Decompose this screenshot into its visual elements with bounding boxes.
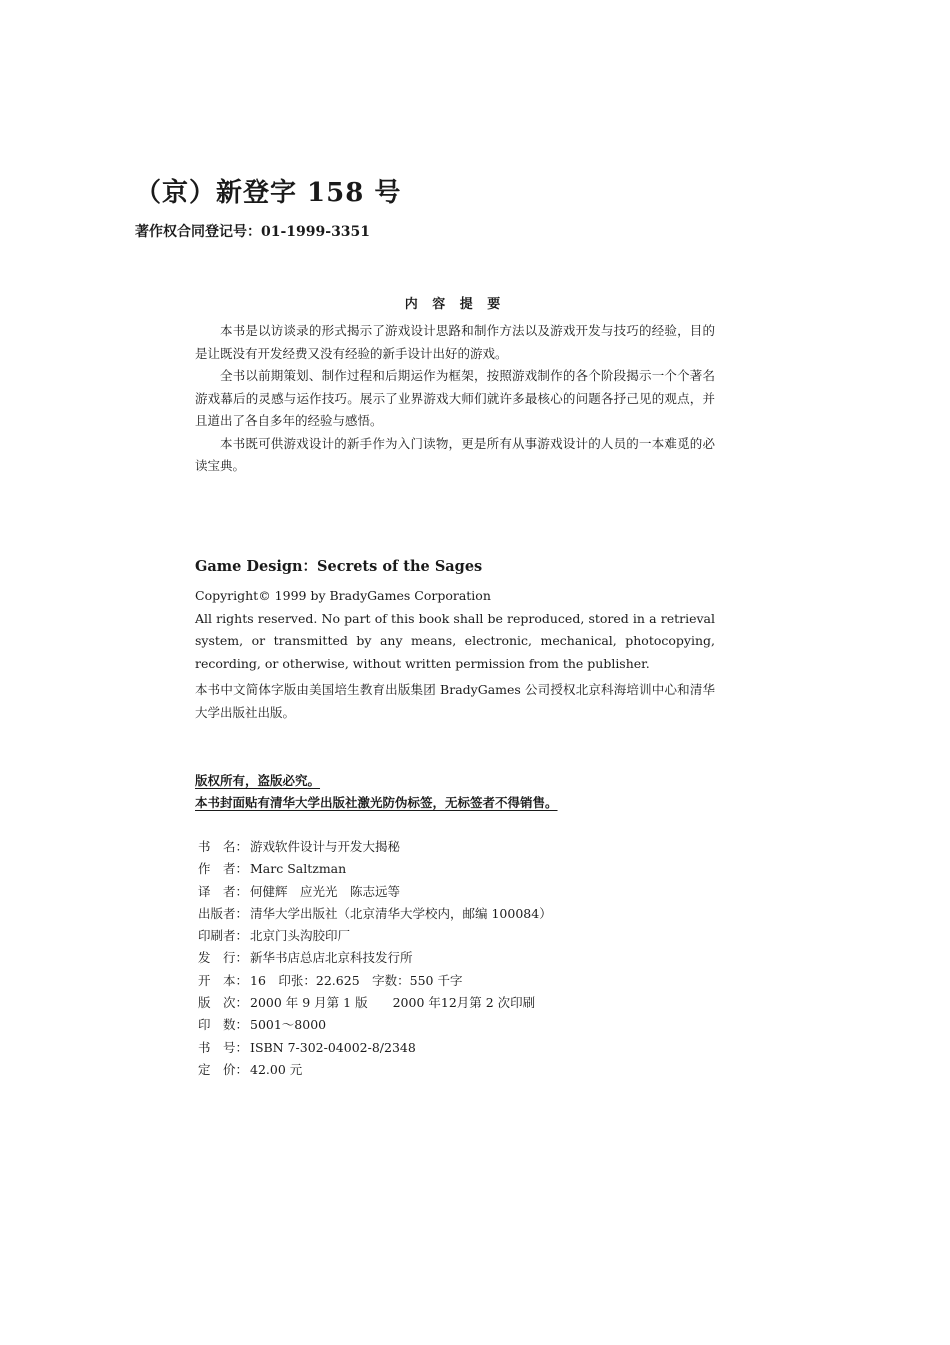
colophon-value: 何健辉 应光光 陈志远等 [250, 883, 401, 899]
colophon-row-translator [198, 881, 552, 903]
colophon-value: 北京门头沟胶印厂 [250, 928, 351, 944]
colophon-label: 开 本： [198, 972, 249, 988]
colophon-label: 发 行： [198, 950, 249, 966]
colophon-label: 版 次： [198, 995, 249, 1011]
colophon-row-print-run [198, 1014, 552, 1036]
colophon-row-distributor [198, 947, 552, 969]
colophon-row-title [198, 836, 552, 858]
summary-paragraph: 本书既可供游戏设计的新手作为入门读物，更是所有从事游戏设计的人员的一本难觅的必读宝典。 [195, 435, 715, 473]
original-copyright-block [195, 585, 715, 724]
summary-paragraph: 本书是以访谈录的形式揭示了游戏设计思路和制作方法以及游戏开发与技巧的经验，目的是让既没有开发经费又没有经验的新手设计出好的游戏。 [195, 323, 715, 361]
colophon-value: 16 印张：22.625 字数：550 千字 [250, 972, 463, 988]
colophon-label: 书 号： [198, 1039, 249, 1055]
colophon-row-format [198, 970, 552, 992]
colophon-label: 印刷者： [198, 928, 249, 944]
anti-piracy-notice [195, 770, 558, 814]
colophon-label: 印 数： [198, 1017, 249, 1033]
colophon-label: 译 者： [198, 883, 249, 899]
original-copyright-line: Copyright© 1999 by BradyGames Corporation [195, 588, 491, 603]
colophon-value: 42.00 元 [250, 1061, 303, 1077]
colophon-label: 定 价： [198, 1061, 249, 1077]
notice-line: 版权所有，盗版必究。 [195, 773, 321, 788]
license-statement: 本书中文简体字版由美国培生教育出版集团 BradyGames 公司授权北京科海培训中心和清华大学出版社出版。 [195, 682, 715, 720]
colophon-value: ISBN 7-302-04002-8/2348 [250, 1039, 416, 1055]
summary-heading: 内 容 提 要 [404, 297, 506, 312]
colophon-value: 清华大学出版社（北京清华大学校内，邮编 100084） [250, 905, 552, 921]
colophon-value: 游戏软件设计与开发大揭秘 [250, 839, 401, 854]
colophon-row-author [198, 858, 552, 880]
colophon-row-publisher [198, 903, 552, 925]
rights-statement: All rights reserved. No part of this book shall be reproduced, stored in a retrieval system, or transmitted by any means, electronic, mechanical, photocopying, recording, or otherwise, without written permission from the publisher. [195, 610, 715, 671]
colophon-value: 新华书店总店北京科技发行所 [250, 950, 413, 966]
colophon-row-edition [198, 992, 552, 1014]
colophon-value: 2000 年 9 月第 1 版 2000 年12月第 2 次印刷 [250, 995, 536, 1011]
colophon-row-printer [198, 925, 552, 947]
colophon-label: 作 者： [198, 861, 249, 877]
colophon-row-price [198, 1059, 552, 1081]
colophon-value: Marc Saltzman [250, 861, 347, 877]
summary-body [195, 320, 715, 478]
copyright-contract-number: 著作权合同登记号：01-1999-3351 [135, 224, 371, 240]
original-title: Game Design：Secrets of the Sages [195, 558, 483, 575]
colophon-label: 出版者： [198, 905, 249, 921]
colophon-label: 书 名： [198, 839, 249, 854]
publisher-license-number: （京）新登字 158 号 [135, 178, 402, 208]
summary-paragraph: 全书以前期策划、制作过程和后期运作为框架，按照游戏制作的各个阶段揭示一个个著名游戏幕后的灵感与运作技巧。展示了业界游戏大师们就许多最核心的问题各抒己见的观点，并且道出了各自多年的经验与感悟。 [195, 368, 715, 428]
colophon-row-isbn [198, 1037, 552, 1059]
colophon-value: 5001～8000 [250, 1017, 327, 1033]
colophon [198, 836, 552, 1081]
notice-line: 本书封面贴有清华大学出版社激光防伪标签，无标签者不得销售。 [195, 795, 558, 810]
